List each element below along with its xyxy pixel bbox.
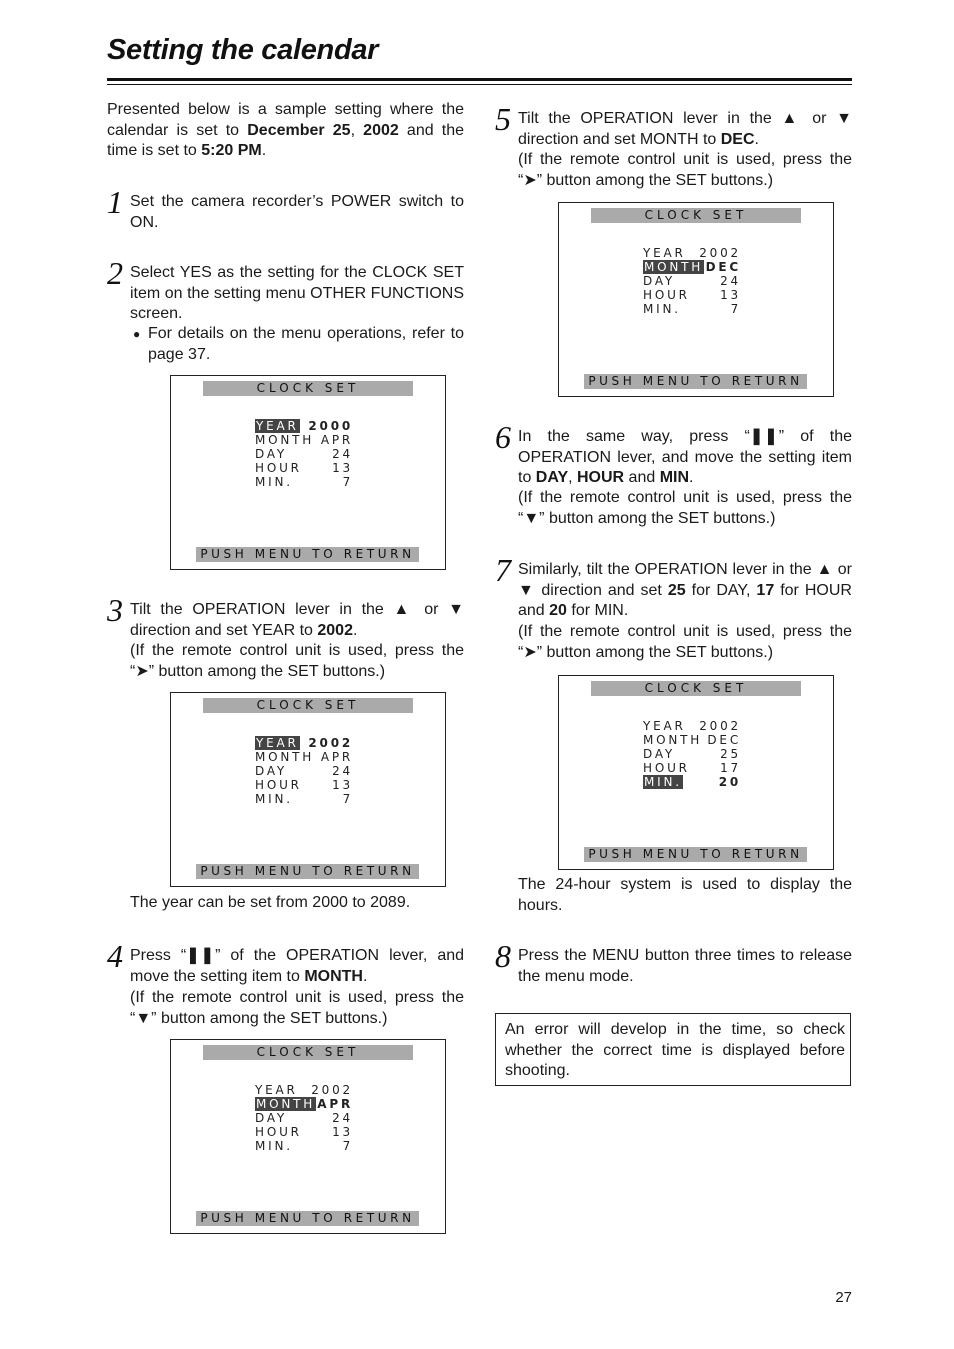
screen-value-min: 7 bbox=[342, 475, 353, 489]
clock-set-screen-month-select bbox=[170, 1039, 446, 1234]
screen-label-min: MIN. bbox=[644, 775, 682, 789]
screen-label-day: DAY bbox=[255, 447, 288, 461]
step-3-text: Tilt the OPERATION lever in the ▲ or ▼ direction and set YEAR to 2002. bbox=[130, 601, 464, 639]
step-8-number: 8 bbox=[495, 938, 511, 974]
step-2-bullet-mark: ● bbox=[133, 327, 141, 341]
screen-value-hour: 13 bbox=[332, 1125, 353, 1139]
screen-label-day: DAY bbox=[255, 1111, 288, 1125]
screen-value-month: APR bbox=[320, 433, 353, 447]
screen-label-month: MONTH bbox=[255, 750, 315, 764]
screen-label-hour: HOUR bbox=[643, 288, 690, 302]
screen-label-month: MONTH bbox=[643, 733, 703, 747]
screen-value-year: 2000 bbox=[308, 419, 353, 433]
step-3-after-note: The year can be set from 2000 to 2089. bbox=[130, 894, 411, 911]
step-4-number: 4 bbox=[107, 938, 123, 974]
screen-label-year: YEAR bbox=[643, 246, 686, 260]
screen-value-hour: 17 bbox=[720, 761, 741, 775]
screen-label-day: DAY bbox=[643, 747, 676, 761]
screen-header: CLOCK SET bbox=[203, 381, 413, 396]
screen-value-day: 24 bbox=[332, 447, 353, 461]
screen-label-year: YEAR bbox=[256, 736, 299, 750]
step-4-text: Press “❚❚” of the OPERATION lever, and move the setting item to MONTH. bbox=[130, 947, 465, 985]
screen-value-min: 7 bbox=[342, 792, 353, 806]
screen-row-min bbox=[255, 1139, 353, 1153]
clock-set-screen-year bbox=[170, 692, 446, 887]
screen-row-month bbox=[643, 733, 741, 747]
screen-row-hour bbox=[643, 288, 741, 302]
screen-row-day bbox=[255, 447, 353, 461]
screen-header: CLOCK SET bbox=[203, 698, 413, 713]
intro-paragraph: Presented below is a sample setting where the calendar is set to December 25, 2002 and the time is set to 5:20 PM. bbox=[107, 101, 465, 159]
screen-header: CLOCK SET bbox=[203, 1045, 413, 1060]
screen-row-day bbox=[255, 764, 353, 778]
step-6-number: 6 bbox=[495, 419, 511, 455]
screen-value-hour: 13 bbox=[332, 778, 353, 792]
screen-footer: PUSH MENU TO RETURN bbox=[584, 374, 807, 389]
screen-value-month: APR bbox=[317, 1097, 353, 1111]
screen-row-month bbox=[643, 260, 741, 274]
screen-value-year: 2002 bbox=[699, 719, 741, 733]
screen-value-day: 24 bbox=[720, 274, 741, 288]
screen-label-min: MIN. bbox=[255, 475, 293, 489]
screen-value-month: DEC bbox=[707, 733, 741, 747]
screen-row-hour bbox=[255, 778, 353, 792]
title-rule-thick bbox=[107, 78, 852, 81]
screen-value-month: DEC bbox=[705, 260, 741, 274]
clock-set-screen-final bbox=[558, 675, 834, 870]
screen-label-day: DAY bbox=[255, 764, 288, 778]
step-3-remote-note: (If the remote control unit is used, press the “➤” button among the SET buttons.) bbox=[130, 642, 464, 680]
screen-row-day bbox=[255, 1111, 353, 1125]
screen-value-min: 7 bbox=[342, 1139, 353, 1153]
page-title: Setting the calendar bbox=[107, 34, 379, 66]
step-4-remote-note: (If the remote control unit is used, press the “▼” button among the SET buttons.) bbox=[130, 989, 464, 1027]
caution-note-text: An error will develop in the time, so check whether the correct time is displayed before shooting. bbox=[505, 1021, 845, 1079]
screen-label-month: MONTH bbox=[255, 433, 315, 447]
screen-row-min bbox=[255, 792, 353, 806]
screen-value-min: 20 bbox=[718, 775, 741, 789]
screen-header: CLOCK SET bbox=[591, 208, 801, 223]
screen-label-min: MIN. bbox=[643, 302, 681, 316]
step-5-remote-note: (If the remote control unit is used, press the “➤” button among the SET buttons.) bbox=[518, 151, 852, 189]
screen-row-year bbox=[255, 1083, 353, 1097]
screen-value-day: 24 bbox=[332, 764, 353, 778]
clock-set-screen-month-dec bbox=[558, 202, 834, 397]
screen-row-hour bbox=[255, 1125, 353, 1139]
step-6-remote-note: (If the remote control unit is used, press the “▼” button among the SET buttons.) bbox=[518, 489, 852, 527]
screen-row-month bbox=[255, 750, 353, 764]
pause-icon: ❚❚ bbox=[186, 947, 216, 964]
step-3-number: 3 bbox=[107, 592, 123, 628]
screen-footer: PUSH MENU TO RETURN bbox=[196, 1211, 419, 1226]
screen-row-year bbox=[255, 736, 353, 750]
screen-row-hour bbox=[255, 461, 353, 475]
screen-row-day bbox=[643, 747, 741, 761]
screen-label-min: MIN. bbox=[255, 1139, 293, 1153]
screen-row-min bbox=[643, 775, 741, 789]
screen-footer: PUSH MENU TO RETURN bbox=[584, 847, 807, 862]
step-6-text: In the same way, press “❚❚” of the OPERATION lever, and move the setting item to DAY, HOUR and MIN. bbox=[518, 428, 852, 486]
step-1-text: Set the camera recorder’s POWER switch to ON. bbox=[130, 193, 464, 231]
screen-label-year: YEAR bbox=[256, 419, 299, 433]
screen-label-hour: HOUR bbox=[643, 761, 690, 775]
page-number: 27 bbox=[835, 1289, 852, 1306]
step-2-text: Select YES as the setting for the CLOCK SET item on the setting menu OTHER FUNCTIONS screen. bbox=[130, 264, 464, 322]
step-7-after-note: The 24-hour system is used to display the hours. bbox=[518, 876, 852, 914]
screen-label-hour: HOUR bbox=[255, 461, 302, 475]
title-rule-thin bbox=[107, 84, 852, 85]
pause-icon: ❚❚ bbox=[749, 428, 779, 445]
screen-header: CLOCK SET bbox=[591, 681, 801, 696]
step-2-bullet-text: For details on the menu operations, refer to page 37. bbox=[148, 325, 464, 363]
step-7-text: Similarly, tilt the OPERATION lever in the ▲ or ▼ direction and set 25 for DAY, 17 for HOUR and 20 for MIN. bbox=[518, 561, 852, 619]
step-5-text: Tilt the OPERATION lever in the ▲ or ▼ direction and set MONTH to DEC. bbox=[518, 110, 852, 148]
screen-value-min: 7 bbox=[730, 302, 741, 316]
screen-row-min bbox=[643, 302, 741, 316]
screen-row-year bbox=[255, 419, 353, 433]
caution-note-box bbox=[495, 1013, 851, 1086]
screen-value-year: 2002 bbox=[308, 736, 353, 750]
step-7-number: 7 bbox=[495, 552, 511, 588]
screen-row-min bbox=[255, 475, 353, 489]
screen-value-day: 24 bbox=[332, 1111, 353, 1125]
step-7-remote-note: (If the remote control unit is used, press the “➤” button among the SET buttons.) bbox=[518, 623, 852, 661]
screen-row-month bbox=[255, 1097, 353, 1111]
screen-value-year: 2002 bbox=[699, 246, 741, 260]
screen-label-min: MIN. bbox=[255, 792, 293, 806]
screen-value-hour: 13 bbox=[332, 461, 353, 475]
clock-set-screen-initial bbox=[170, 375, 446, 570]
screen-label-year: YEAR bbox=[255, 1083, 298, 1097]
step-1-number: 1 bbox=[107, 184, 123, 220]
screen-value-hour: 13 bbox=[720, 288, 741, 302]
screen-label-hour: HOUR bbox=[255, 778, 302, 792]
screen-label-month: MONTH bbox=[644, 260, 704, 274]
screen-value-day: 25 bbox=[720, 747, 741, 761]
screen-label-month: MONTH bbox=[256, 1097, 316, 1111]
step-5-number: 5 bbox=[495, 101, 511, 137]
step-8-text: Press the MENU button three times to release the menu mode. bbox=[518, 947, 852, 985]
screen-row-hour bbox=[643, 761, 741, 775]
screen-row-year bbox=[643, 719, 741, 733]
screen-label-year: YEAR bbox=[643, 719, 686, 733]
screen-value-year: 2002 bbox=[311, 1083, 353, 1097]
screen-label-day: DAY bbox=[643, 274, 676, 288]
screen-row-year bbox=[643, 246, 741, 260]
screen-row-month bbox=[255, 433, 353, 447]
screen-value-month: APR bbox=[320, 750, 353, 764]
screen-footer: PUSH MENU TO RETURN bbox=[196, 547, 419, 562]
screen-footer: PUSH MENU TO RETURN bbox=[196, 864, 419, 879]
screen-row-day bbox=[643, 274, 741, 288]
screen-label-hour: HOUR bbox=[255, 1125, 302, 1139]
step-2-number: 2 bbox=[107, 255, 123, 291]
